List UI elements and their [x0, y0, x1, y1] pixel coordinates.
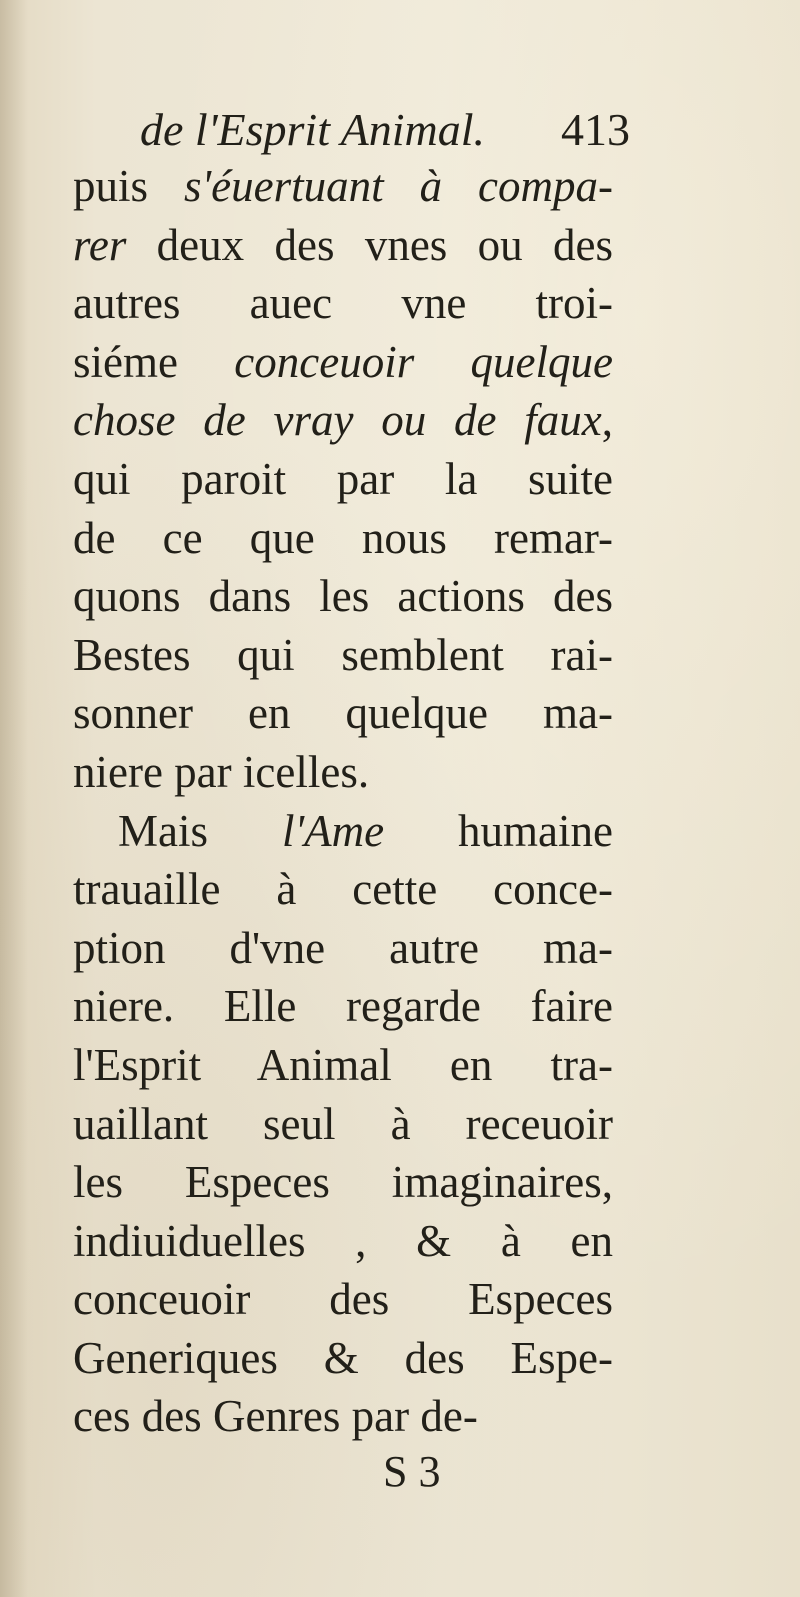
gutter-shadow: [0, 0, 28, 1597]
roman-text: ,: [601, 395, 613, 446]
text-line: [73, 626, 613, 685]
text-line: [73, 743, 613, 802]
roman-text: les Especes imaginaires,: [73, 1157, 613, 1208]
text-line: [73, 509, 613, 568]
roman-text: Mais: [118, 805, 282, 856]
roman-text: trauaille à cette conce-: [73, 864, 613, 915]
page-number: 413: [561, 104, 630, 155]
text-line: [73, 1270, 613, 1329]
roman-text: niere par icelles.: [73, 746, 370, 797]
text-line: [73, 860, 613, 919]
roman-text: conceuoir des Especes: [73, 1274, 613, 1325]
text-line: [73, 567, 613, 626]
roman-text: siéme: [73, 336, 235, 387]
text-line: [73, 216, 613, 275]
text-line: [73, 1212, 613, 1271]
roman-text: qui paroit par la suite: [73, 453, 613, 504]
running-head: [140, 100, 630, 160]
roman-text: niere. Elle regarde faire: [73, 981, 613, 1032]
running-head-title: de l'Esprit Animal.: [140, 104, 486, 155]
text-line: [73, 1329, 613, 1388]
roman-text: de ce que nous remar-: [73, 512, 613, 563]
text-line: [73, 1387, 613, 1446]
text-line: [73, 1095, 613, 1154]
roman-text: quons dans les actions des: [73, 571, 613, 622]
body-text: [73, 157, 613, 1446]
roman-text: deux des vnes ou des: [126, 219, 613, 270]
text-line: [73, 1036, 613, 1095]
italic-text: s'éuertuant à compa-: [184, 161, 614, 211]
text-line: [73, 157, 613, 216]
roman-text: Generiques & des Espe-: [73, 1332, 613, 1383]
roman-text: indiuiduelles , & à en: [73, 1215, 613, 1266]
text-line: [73, 802, 613, 861]
text-line: [73, 450, 613, 509]
text-line: [73, 684, 613, 743]
roman-text: Bestes qui semblent rai-: [73, 629, 613, 680]
roman-text: humaine: [384, 805, 614, 856]
italic-text: conceuoir quelque: [234, 336, 613, 387]
text-line: [73, 1153, 613, 1212]
roman-text: ces des Genres par de-: [73, 1391, 478, 1442]
signature-mark: S 3: [383, 1447, 441, 1496]
text-line: [73, 977, 613, 1036]
text-line: [73, 919, 613, 978]
roman-text: ption d'vne autre ma-: [73, 922, 613, 973]
roman-text: puis: [73, 161, 184, 211]
roman-text: autres auec vne troi-: [73, 278, 613, 329]
text-line: [73, 333, 613, 392]
roman-text: l'Esprit Animal en tra-: [73, 1039, 613, 1090]
italic-text: l'Ame: [281, 805, 385, 856]
roman-text: sonner en quelque ma-: [73, 688, 613, 739]
text-line: [73, 274, 613, 333]
roman-text: uaillant seul à receuoir: [73, 1098, 613, 1149]
italic-text: rer: [73, 219, 127, 270]
text-line: [73, 391, 613, 450]
italic-text: chose de vray ou de faux: [73, 395, 602, 446]
